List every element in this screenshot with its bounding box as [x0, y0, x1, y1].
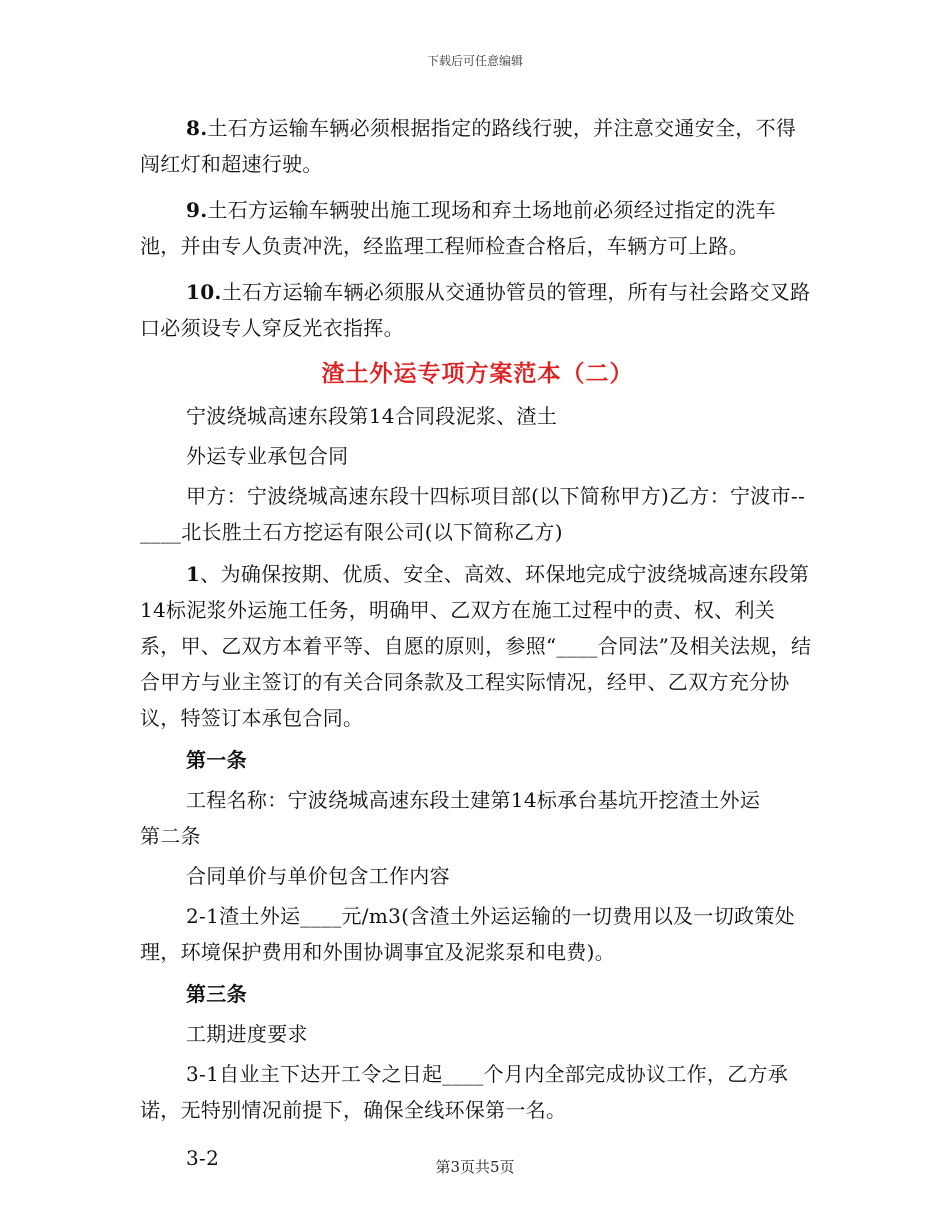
- paragraph-9-number: 9.: [186, 198, 208, 222]
- article-3-heading: 第三条: [186, 982, 247, 1006]
- paragraph-8-number: 8.: [186, 116, 208, 140]
- unit-price-heading: 合同单价与单价包含工作内容: [186, 864, 450, 888]
- contract-parties: 甲方：宁波绕城高速东段十四标项目部(以下简称甲方)乙方：宁波市--____北长胜土石方挖运有限公司(以下简称乙方): [140, 484, 806, 544]
- page-footer: 第3页共5页: [435, 1158, 515, 1176]
- paragraph-8-text: 土石方运输车辆必须根据指定的路线行驶，并注意交通安全，不得闯红灯和超速行驶。: [140, 116, 797, 176]
- schedule-heading: 工期进度要求: [186, 1022, 308, 1046]
- paragraph-9: [140, 192, 815, 264]
- paragraph-10-text: 土石方运输车辆必须服从交通协管员的管理，所有与社会路交叉路口必须设专人穿反光衣指挥。: [140, 280, 811, 340]
- clause-1-number: 1: [186, 562, 201, 586]
- article-2-heading: 第二条: [140, 824, 201, 848]
- contract-title-line-1: 宁波绕城高速东段第14合同段泥浆、渣土: [186, 404, 558, 428]
- clause-1-text: 、为确保按期、优质、安全、高效、环保地完成宁波绕城高速东段第14标泥浆外运施工任务，明确甲、乙双方在施工过程中的责、权、利关系，甲、乙双方本着平等、自愿的原则，参照“____合同法”及相关法规，结合甲方与业主签订的有关合同条款及工程实际情况，经甲、乙双方充分协议，特签订本承包合同。: [140, 562, 812, 730]
- clause-2-1: 2-1渣土外运____元/m3(含渣土外运运输的一切费用以及一切政策处理，环境保护费用和外围协调事宜及泥浆泵和电费)。: [140, 904, 795, 964]
- clause-3-2: 3-2: [186, 1146, 220, 1170]
- article-1-heading: 第一条: [186, 748, 247, 772]
- section-title: 渣土外运专项方案范本（二）: [321, 360, 634, 387]
- clause-3-1: 3-1自业主下达开工令之日起____个月内全部完成协议工作，乙方承诺，无特别情况前提下，确保全线环保第一名。: [140, 1062, 789, 1122]
- paragraph-10-number: 10.: [186, 280, 222, 304]
- contract-title-line-2: 外运专业承包合同: [186, 444, 349, 468]
- project-name: 工程名称：宁波绕城高速东段土建第14标承台基坑开挖渣土外运: [186, 788, 761, 812]
- clause-1: [140, 556, 815, 736]
- paragraph-9-text: 土石方运输车辆驶出施工现场和弃土场地前必须经过指定的洗车池，并由专人负责冲洗，经监理工程师检查合格后，车辆方可上路。: [140, 198, 776, 258]
- header-note: 下载后可任意编辑: [426, 54, 523, 68]
- paragraph-8: [140, 110, 815, 182]
- document-body: [140, 110, 815, 1176]
- paragraph-10: [140, 274, 815, 346]
